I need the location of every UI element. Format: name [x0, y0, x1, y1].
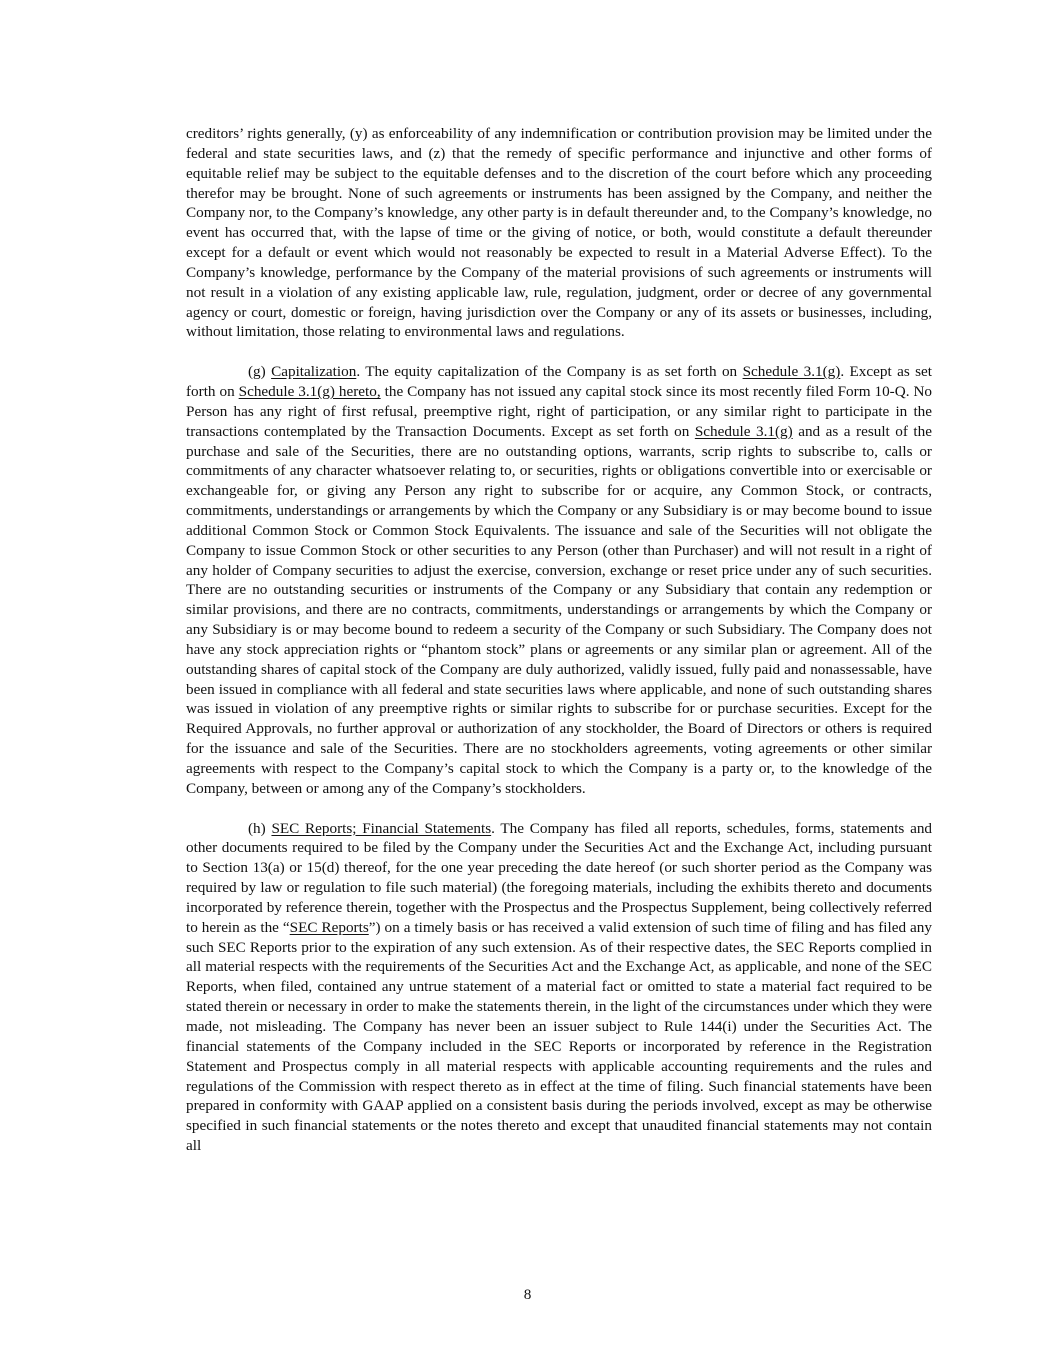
capitalization-heading: Capitalization — [271, 363, 357, 381]
sec-reports-heading: SEC Reports; Financial Statements — [271, 819, 492, 837]
paragraph-g-text-4: and as a result of the purchase and sale of the Securities, there are no outstanding options, warrants, scrip rights to subscribe to, calls or commitments of any character whatsoever relating to, or securities, rights or obligations convertible into or exercisable or exchangeable for, or giving any Person any right to subscribe for or acquire, any Common Stock, or contracts, commitments, understandings or arrangements by which the Company or any Subsidiary is or may become bound to issue additional Common Stock or Common Stock Equivalents. The issuance and sale of the Securities will not obligate the Company to issue Common Stock or other securities to any Person (other than Purchaser) and will not result in a right of any holder of Company securities to adjust the exercise, conversion, exchange or reset price under any of such securities. There are no outstanding securities or instruments of the Company or any Subsidiary that contain any redemption or similar provisions, and there are no contracts, commitments, understandings or arrangements by which the Company or any Subsidiary is or may become bound to redeem a security of the Company or such Subsidiary. The Company does not have any stock appreciation rights or “phantom stock” plans or agreements or any similar plan or agreement. All of the outstanding shares of capital stock of the Company are duly authorized, validly issued, fully paid and nonassessable, have been issued in compliance with all federal and state securities laws where applicable, and none of such outstanding shares was issued in violation of any preemptive rights or similar rights to subscribe for or purchase securities. Except for the Required Approvals, no further approval or authorization of any stockholder, the Board of Directors or others is required for the issuance and sale of the Securities. There are no stockholders agreements, voting agreements or other similar agreements with respect to the Company’s capital stock to which the Company is a party or, to the knowledge of the Company, between or among any of the Company’s stockholders. — [186, 422, 932, 797]
paragraph-f-continuation: creditors’ rights generally, (y) as enforceability of any indemnification or contribution provision may be limited under the federal and state securities laws, and (z) that the remedy of specific performance and injunctive and other forms of equitable relief may be subject to the equitable defenses and to the discretion of the court before which any proceeding therefor may be brought. None of such agreements or instruments has been assigned by the Company, and neither the Company nor, to the Company’s knowledge, any other party is in default thereunder and, to the Company’s knowledge, no event has occurred that, with the lapse of time or the giving of notice, or both, would constitute a default thereunder except for a default or event which would not reasonably be expected to result in a Material Adverse Effect). To the Company’s knowledge, performance by the Company of the material provisions of such agreements or instruments will not result in a violation of any existing applicable law, rule, regulation, judgment, order or decree of any governmental agency or court, domestic or foreign, having jurisdiction over the Company or any of its assets or businesses, including, without limitation, those relating to environmental laws and regulations. — [186, 125, 932, 341]
sec-reports-defined-term: SEC Reports — [289, 918, 369, 936]
paragraph-g-label: (g) — [248, 363, 272, 381]
schedule-reference-1: Schedule 3.1(g) — [742, 363, 841, 381]
paragraph-h-label: (h) — [248, 819, 272, 837]
paragraph-h-text-2: ”) on a timely basis or has received a valid extension of such time of filing and has filed any such SEC Reports prior to the expiration of any such extension. As of their respective dates, the SEC Reports complied in all material respects with the requirements of the Securities Act and the Exchange Act, as applicable, and none of the SEC Reports, when filed, contained any untrue statement of a material fact or omitted to state a material fact required to be stated therein or necessary in order to make the statements therein, in the light of the circumstances under which they were made, not misleading. The Company has never been an issuer subject to Rule 144(i) under the Securities Act. The financial statements of the Company included in the SEC Reports or incorporated by reference in the Registration Statement and Prospectus comply in all material respects with applicable accounting requirements and the rules and regulations of the Commission with respect thereto as in effect at the time of filing. Such financial statements have been prepared in conformity with GAAP applied on a consistent basis during the periods involved, except as may be otherwise specified in such financial statements or the notes thereto and except that unaudited financial statements may not contain all — [186, 918, 932, 1155]
schedule-reference-2: Schedule 3.1(g) hereto, — [238, 382, 381, 400]
paragraph-h-sec-reports — [186, 819, 932, 1156]
schedule-reference-3: Schedule 3.1(g) — [694, 422, 793, 440]
page-number: 8 — [523, 1286, 532, 1303]
document-page — [186, 124, 932, 1156]
paragraph-g-text-3: the Company has not issued any capital stock since its most recently filed Form 10-Q. No Person has any right of first refusal, preemptive right, right of participation, or any similar right to participate in the transactions contemplated by the Transaction Documents. Except as set forth on — [186, 382, 933, 440]
paragraph-g-text-1: . The equity capitalization of the Company is as set forth on — [356, 363, 743, 381]
paragraph-g-text-2: . Except as set forth on — [186, 363, 932, 400]
paragraph-g-capitalization — [186, 362, 932, 799]
paragraph-h-text-1: . The Company has filed all reports, schedules, forms, statements and other documents required to be filed by the Company under the Securities Act and the Exchange Act, including pursuant to Section 13(a) or 15(d) thereof, for the one year preceding the date hereof (or such shorter period as the Company was required by law or regulation to file such material) (the foregoing materials, including the exhibits thereto and documents incorporated by reference therein, together with the Prospectus and the Prospectus Supplement, being collectively referred to herein as the “ — [186, 819, 933, 936]
